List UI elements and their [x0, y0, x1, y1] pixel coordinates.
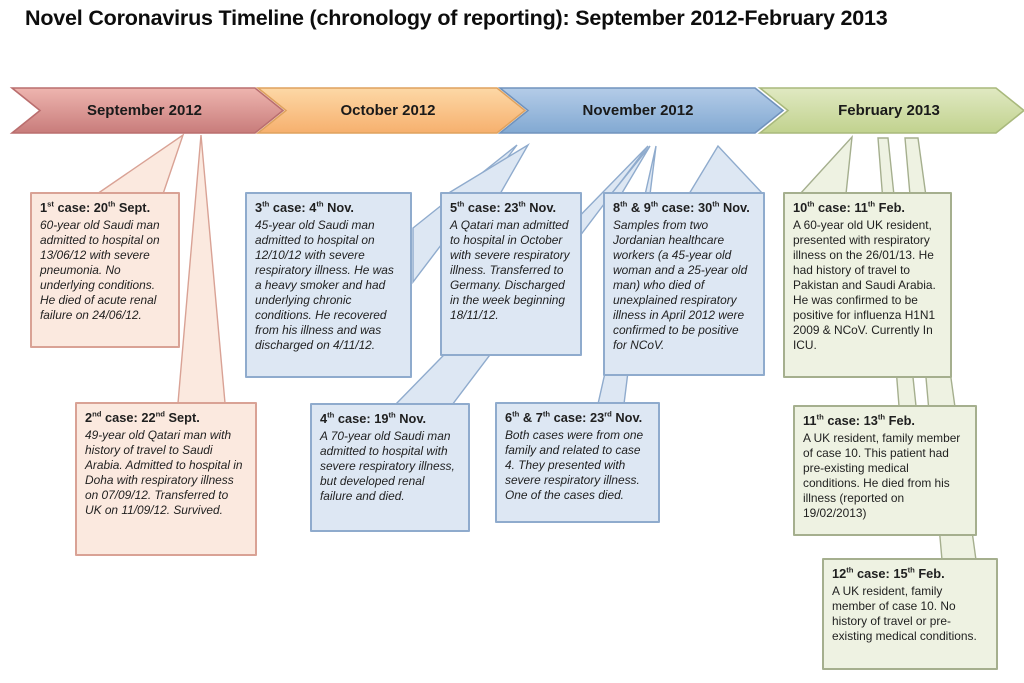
case-card-1-text: 60-year old Saudi man admitted to hospital on 13/06/12 with severe pneumonia. No underlying conditions. He died of acute renal failure on 24/06/12. — [40, 217, 160, 322]
callout-pointer-case-2 — [178, 135, 225, 403]
callout-pointer-case-8-9-left — [612, 146, 650, 193]
case-card-11-title: 11th case: 13th Feb. — [803, 412, 915, 428]
page-title: Novel Coronavirus Timeline (chronology of reporting): September 2012-February 2013 — [25, 6, 888, 30]
case-card-8-9-text: Samples from two Jordanian healthcare workers (a 45-year old woman and a 25-year old man) who died of unexplained respiratory illness in April 2012 were confirmed to be positive for NCoV. — [613, 217, 748, 352]
case-card-12-title: 12th case: 15th Feb. — [832, 565, 945, 581]
case-card-10-title: 10th case: 11th Feb. — [793, 199, 905, 215]
callout-pointer-case-1 — [97, 135, 183, 194]
case-card-4-text: A 70-year old Saudi man admitted to hospital with severe respiratory illness, but developed renal failure and died. — [320, 428, 455, 503]
case-card-5 — [440, 192, 582, 356]
chevron-label-october: October 2012 — [340, 102, 436, 119]
case-card-5-title: 5th case: 23th Nov. — [450, 199, 557, 215]
callout-pointer-case-10 — [800, 137, 852, 194]
case-card-1-title: 1st case: 20th Sept. — [40, 199, 151, 215]
chevron-label-september: September 2012 — [86, 102, 203, 119]
case-card-8-9-title: 8th & 9th case: 30th Nov. — [613, 199, 750, 215]
case-card-3-title: 3th case: 4th Nov. — [255, 199, 354, 215]
case-card-12-text: A UK resident, family member of case 10. No history of travel or pre-existing medical conditions. — [832, 583, 977, 643]
case-card-3-text: 45-year old Saudi man admitted to hospital on 12/10/12 with severe respiratory illness. He was a heavy smoker and had underlying chronic conditions. He recovered from his illness and was discharged on 4/11/12. — [255, 217, 394, 352]
case-card-8-9 — [603, 192, 765, 376]
case-card-2-title: 2nd case: 22nd Sept. — [85, 409, 200, 425]
timeline-chevron-november-2012 — [500, 88, 783, 133]
case-card-10 — [783, 192, 952, 378]
chevron-label-february: February 2013 — [838, 102, 940, 119]
callout-pointer-case-8-9 — [689, 146, 763, 194]
case-card-5-text: A Qatari man admitted to hospital in October with severe respiratory illness. Transferred to Germany. Discharged in the week beginning 18/11/12. — [450, 217, 570, 322]
chevron-label-november: November 2012 — [582, 102, 694, 119]
case-card-6-7 — [495, 402, 660, 523]
case-card-6-7-text: Both cases were from one family and related to case 4. They presented with severe respiratory illness. One of the cases died. — [505, 427, 644, 502]
case-card-11 — [793, 405, 977, 536]
case-card-10-text: A 60-year old UK resident, presented with respiratory illness on the 26/01/13. He had history of travel to Pakistan and Saudi Arabia. He was confirmed to be positive for influenza H1N1 2009 & NCoV. Currently In ICU. — [793, 217, 936, 352]
case-card-2 — [75, 402, 257, 556]
case-card-2-text: 49-year old Qatari man with history of travel to Saudi Arabia. Admitted to hospital in Doha with respiratory illness on 07/09/12. Transferred to UK on 11/09/12. Survived. — [85, 427, 243, 517]
case-card-4-title: 4th case: 19th Nov. — [320, 410, 427, 426]
case-card-6-7-title: 6th & 7th case: 23rd Nov. — [505, 409, 643, 425]
callout-pointer-case-5 — [447, 145, 528, 194]
case-card-12 — [822, 558, 998, 670]
timeline-chevron-october-2012 — [258, 88, 525, 133]
timeline-chevron-september-2012 — [12, 88, 283, 133]
case-card-4 — [310, 403, 470, 532]
case-card-1 — [30, 192, 180, 348]
case-card-11-text: A UK resident, family member of case 10. This patient had pre-existing medical conditions. He died from his illness (reported on 19/02/2013) — [803, 430, 961, 520]
chevron-layer — [12, 88, 1024, 133]
timeline-chevron-february-2013 — [760, 88, 1024, 133]
case-card-3 — [245, 192, 412, 378]
